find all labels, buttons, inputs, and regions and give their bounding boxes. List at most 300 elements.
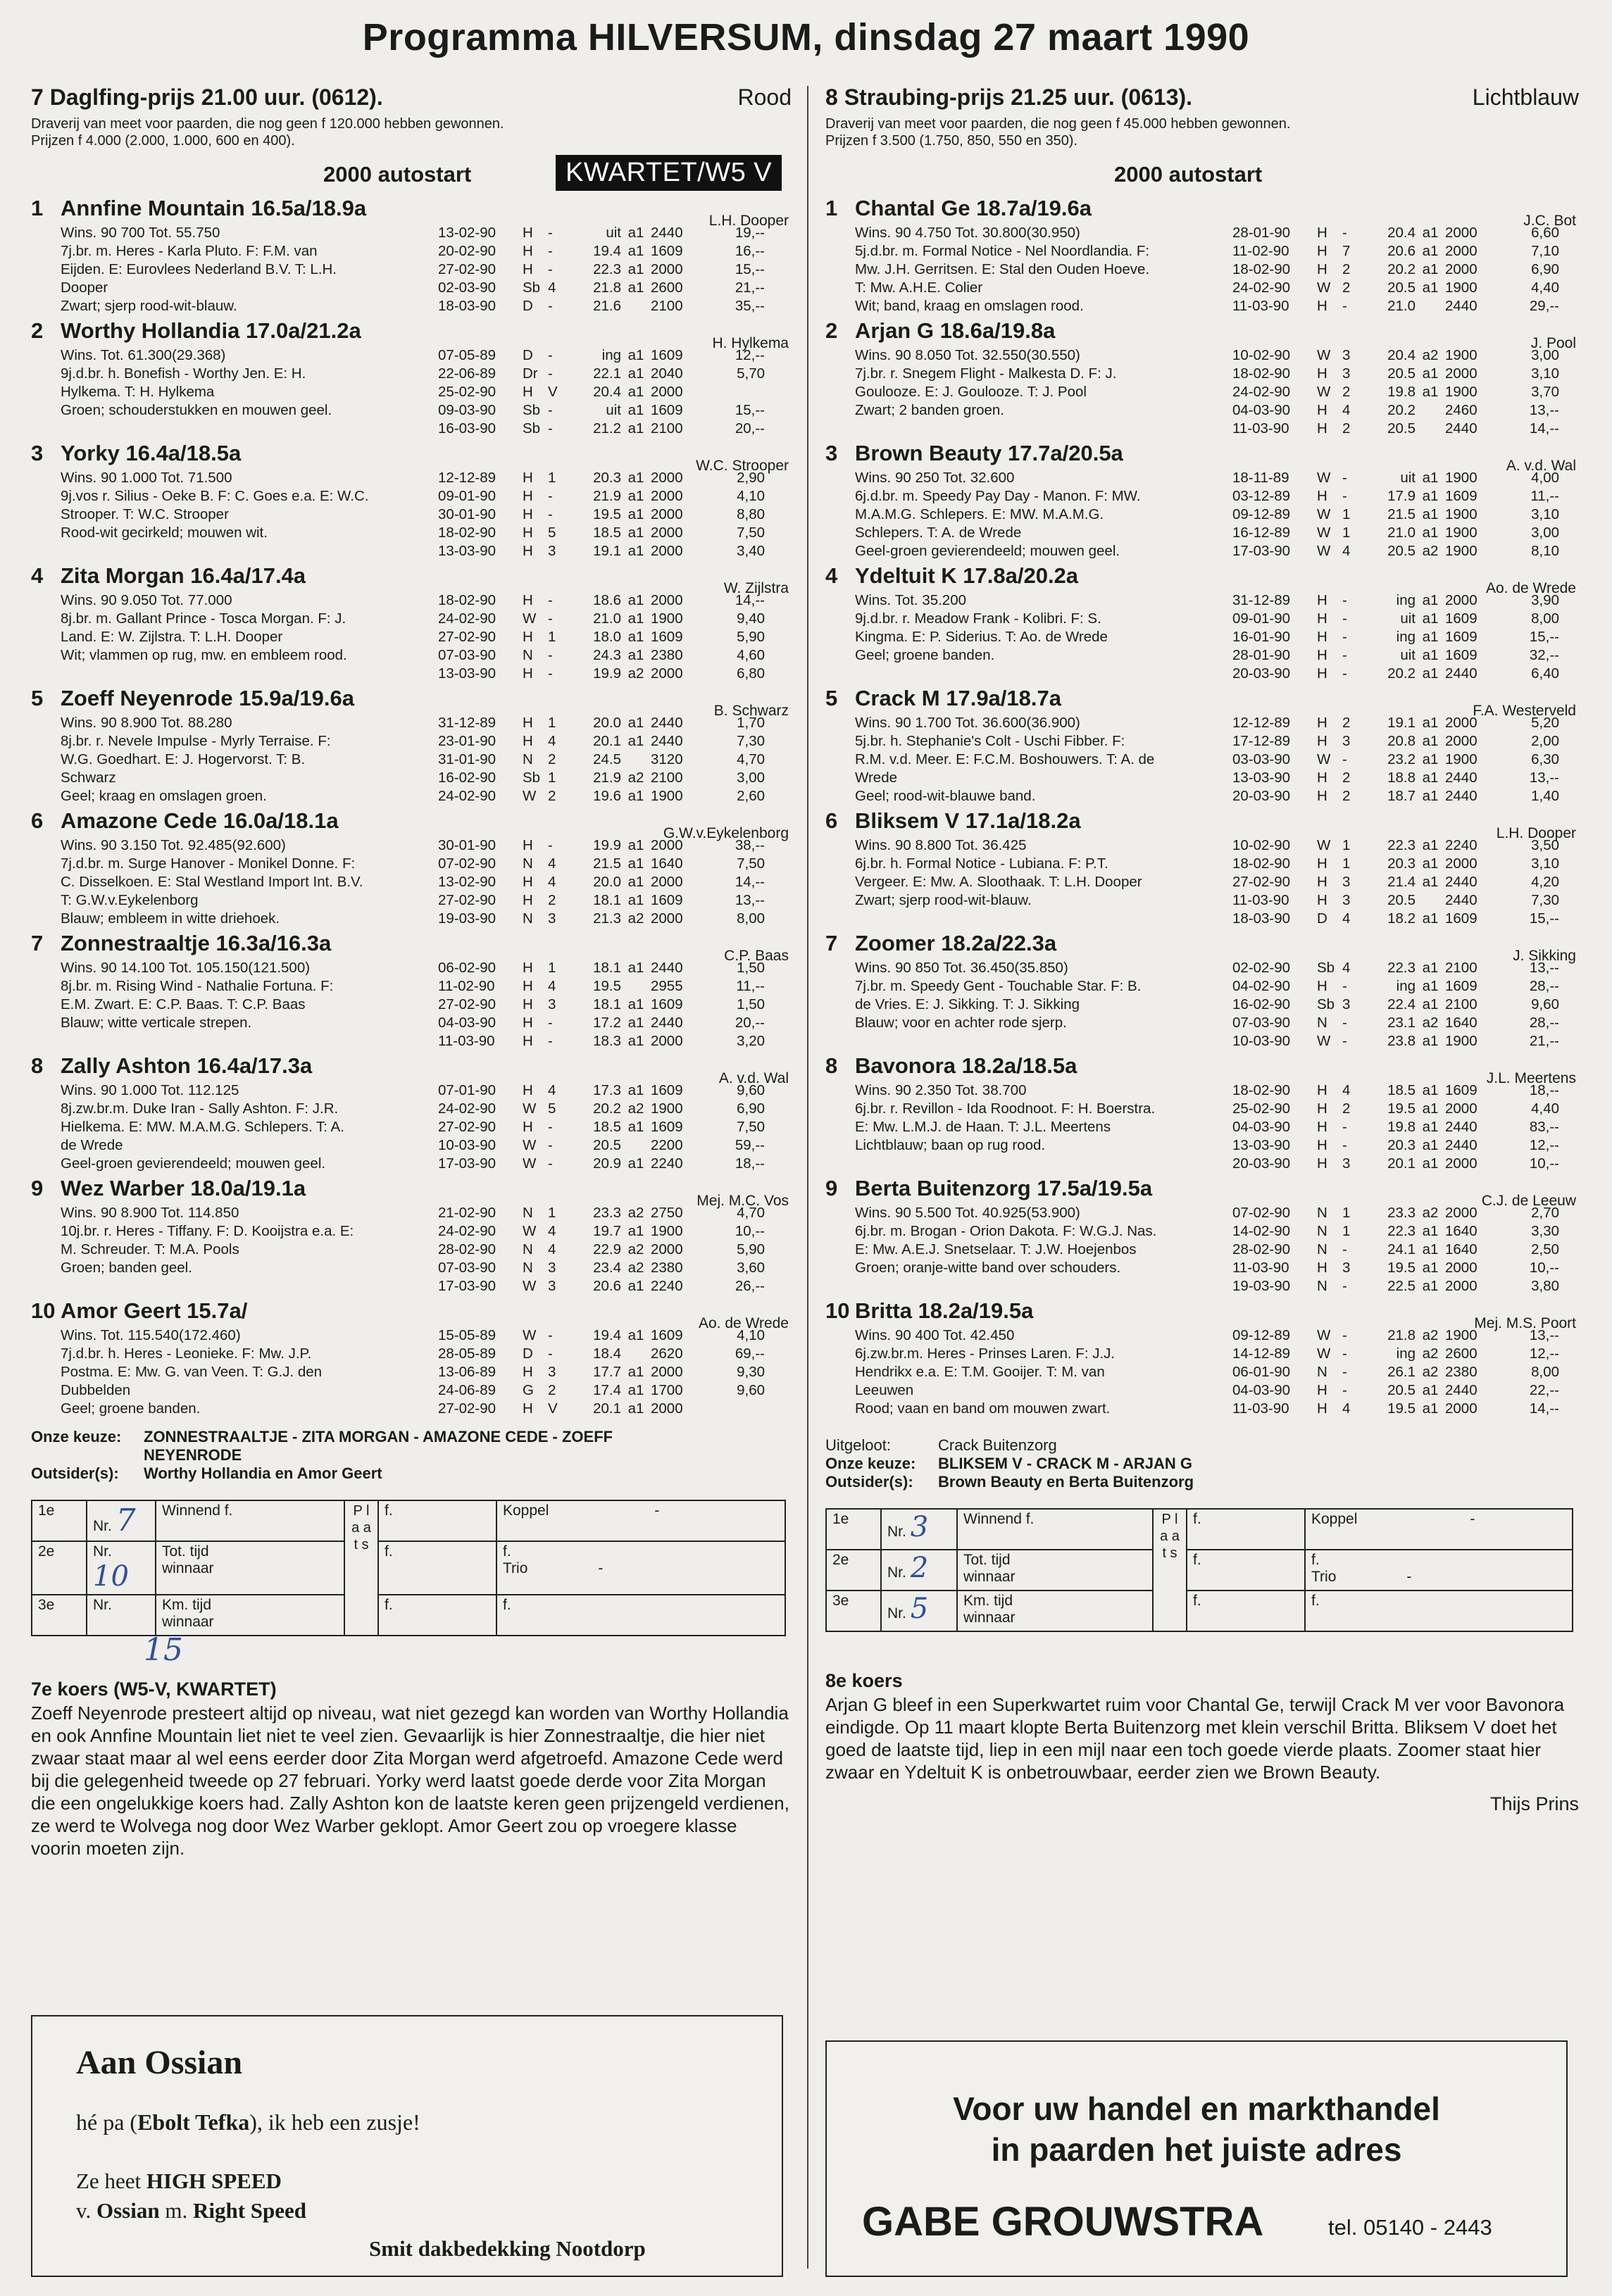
horse-trainer: B. Schwarz: [713, 703, 789, 719]
handwritten-nr-3: 15: [144, 1632, 183, 1668]
horse-info-line: Wins. 90 1.700 Tot. 36.600(36.900): [855, 715, 1080, 731]
horse-info-line: R.M. v.d. Meer. E: F.C.M. Boshouwers. T: A. de: [855, 751, 1155, 767]
race-7-title: 7 Daglfing-prijs 21.00 uur. (0612).: [31, 84, 383, 110]
horse-number: 10: [825, 1298, 850, 1323]
horse-info-line: Geel; groene banden.: [61, 1400, 201, 1417]
horse-info-line: 8j.br. m. Gallant Prince - Tosca Morgan. F: J.: [61, 610, 346, 627]
form-row: 10-03-90 W - 23.8 a1 1900 21,--: [1232, 1033, 1559, 1049]
horse-entry: [825, 1053, 1579, 1173]
horse-number: 7: [825, 931, 838, 955]
horse-info-line: Eijden. E: Eurovlees Nederland B.V. T: L.H.: [61, 261, 337, 277]
ossian-line-2: Ze heet HIGH SPEED: [76, 2169, 282, 2193]
form-row: 16-02-90 Sb 3 22.4 a1 2100 9,60: [1232, 996, 1559, 1012]
horse-info-line: 8j.zw.br.m. Duke Iran - Sally Ashton. F: J.R.: [61, 1100, 339, 1117]
horse-entry: [31, 1053, 792, 1173]
horse-name: Brown Beauty 17.7a/20.5a: [855, 441, 1123, 465]
handwritten-nr-1: 3: [910, 1511, 929, 1543]
result-pos-3: 3e: [32, 1595, 87, 1636]
horse-form: [434, 1081, 792, 1173]
horse-info-line: Leeuwen: [855, 1382, 914, 1398]
horse-info: [31, 346, 434, 438]
horse-trainer: J.L. Meertens: [1486, 1070, 1576, 1086]
outsider-label: Outsider(s):: [825, 1473, 913, 1491]
horse-number: 3: [825, 441, 838, 465]
form-row: 30-01-90 H - 19.9 a1 2000 38,--: [438, 837, 765, 853]
form-row: 19-03-90 N - 22.5 a1 2000 3,80: [1232, 1278, 1559, 1294]
form-row: 21-02-90 N 1 23.3 a2 2750 4,70: [438, 1205, 765, 1221]
horse-form: [1228, 1204, 1579, 1296]
horse-info: [825, 469, 1228, 560]
form-row: 16-01-90 H - ing a1 1609 15,--: [1232, 629, 1559, 645]
plaats-f-1: f.: [378, 1500, 496, 1541]
horse-info-line: Hylkema. T: H. Hylkema: [61, 384, 215, 400]
form-row: 28-02-90 N 4 22.9 a2 2000 5,90: [438, 1241, 765, 1257]
horse-number: 9: [825, 1176, 838, 1200]
form-row: 18-02-90 H 3 20.5 a1 2000 3,10: [1232, 365, 1559, 382]
form-row: 07-01-90 H 4 17.3 a1 1609 9,60: [438, 1082, 765, 1098]
form-row: 31-12-89 H 1 20.0 a1 2440 1,70: [438, 715, 765, 731]
horse-info-line: Wit; band, kraag en omslagen rood.: [855, 298, 1084, 314]
horse-name: Bavonora 18.2a/18.5a: [855, 1053, 1077, 1078]
horse-info-line: Wins. 90 250 Tot. 32.600: [855, 470, 1015, 486]
horse-info-line: Schlepers. T: A. de Wrede: [855, 525, 1022, 541]
form-row: 09-03-90 Sb - uit a1 1609 15,--: [438, 402, 765, 418]
horse-number: 9: [31, 1176, 44, 1200]
horse-info-line: Vergeer. E: Mw. A. Sloothaak. T: L.H. Dooper: [855, 874, 1142, 890]
horse-entry: [31, 196, 792, 315]
form-row: 24-02-90 W 5 20.2 a2 1900 6,90: [438, 1100, 765, 1117]
form-row: 24-06-89 G 2 17.4 a1 1700 9,60: [438, 1382, 765, 1398]
horse-form: [434, 469, 792, 560]
form-row: 17-03-90 W - 20.9 a1 2240 18,--: [438, 1155, 765, 1172]
race-7-comment-title: 7e koers (W5-V, KWARTET): [31, 1679, 277, 1700]
horse-info-line: Mw. J.H. Gerritsen. E: Stal den Ouden Hoeve.: [855, 261, 1150, 277]
ossian-signature: Smit dakbedekking Nootdorp: [369, 2236, 646, 2261]
horse-form: [1228, 591, 1579, 683]
horse-info-line: Wins. 90 700 Tot. 55.750: [61, 225, 220, 241]
race-8-prizes: Prijzen f 3.500 (1.750, 850, 550 en 350).: [825, 133, 1078, 149]
result-pos-2: 2e: [826, 1550, 881, 1591]
horse-info-line: 6j.br. r. Revillon - Ida Roodnoot. F: H. Boerstra.: [855, 1100, 1156, 1117]
horse-form: [1228, 714, 1579, 805]
horse-name: Crack M 17.9a/18.7a: [855, 686, 1061, 710]
form-row: 27-02-90 H 1 18.0 a1 1609 5,90: [438, 629, 765, 645]
horse-info-line: Wins. Tot. 61.300(29.368): [61, 347, 226, 363]
race-8-conditions: Draverij van meet voor paarden, die nog geen f 45.000 hebben gewonnen.: [825, 116, 1291, 132]
form-row: 20-03-90 H 3 20.1 a1 2000 10,--: [1232, 1155, 1559, 1172]
horse-trainer: Ao. de Wrede: [698, 1315, 789, 1331]
ossian-title: Aan Ossian: [76, 2044, 243, 2081]
handwritten-nr-2: 10: [93, 1560, 129, 1593]
form-row: 27-02-90 H 3 18.1 a1 1609 1,50: [438, 996, 765, 1012]
horse-info-line: M. Schreuder. T: M.A. Pools: [61, 1241, 239, 1257]
race-7-autostart: 2000 autostart: [323, 162, 472, 187]
horse-info-line: Geel; kraag en omslagen groen.: [61, 788, 267, 804]
horse-info-line: Groen; banden geel.: [61, 1260, 192, 1276]
horse-info: [825, 714, 1228, 805]
form-row: 13-02-90 H - uit a1 2440 19,--: [438, 225, 765, 241]
form-row: 20-03-90 H 2 18.7 a1 2440 1,40: [1232, 788, 1559, 804]
horse-info-line: E: Mw. L.M.J. de Haan. T: J.L. Meertens: [855, 1119, 1111, 1135]
race-7-start-info: [31, 153, 792, 196]
winnend-label: Winnend f.: [957, 1509, 1153, 1550]
horse-trainer: H. Hylkema: [712, 335, 789, 351]
column-divider: [807, 86, 808, 2269]
horse-info-line: Wins. 90 2.350 Tot. 38.700: [855, 1082, 1027, 1098]
form-row: 20-02-90 H - 19.4 a1 1609 16,--: [438, 243, 765, 259]
horse-info-line: Wins. Tot. 115.540(172.460): [61, 1327, 241, 1343]
horse-info-line: Zwart; 2 banden groen.: [855, 402, 1004, 418]
horse-trainer: L.H. Dooper: [708, 213, 789, 229]
horse-name: Britta 18.2a/19.5a: [855, 1298, 1034, 1323]
outsider-label: Outsider(s):: [31, 1464, 119, 1482]
horse-info-line: 10j.br. r. Heres - Tiffany. F: D. Kooijstra e.a. E:: [61, 1223, 354, 1239]
horse-info-line: Wins. 90 3.150 Tot. 92.485(92.600): [61, 837, 286, 853]
horse-info-line: M.A.M.G. Schlepers. E: MW. M.A.M.G.: [855, 506, 1104, 522]
outsider-picks: Worthy Hollandia en Amor Geert: [144, 1464, 382, 1482]
horse-info: [31, 959, 434, 1050]
horse-name: Yorky 16.4a/18.5a: [61, 441, 242, 465]
keuze-label: Onze keuze:: [825, 1455, 916, 1472]
keuze-picks: ZONNESTRAALTJE - ZITA MORGAN - AMAZONE CEDE - ZOEFF: [144, 1428, 613, 1445]
horse-info-line: 7j.br. r. Snegem Flight - Malkesta D. F: J.: [855, 365, 1117, 382]
horse-info-line: 9j.d.br. r. Meadow Frank - Kolibri. F: S.: [855, 610, 1101, 627]
form-row: 13-03-90 H 3 19.1 a1 2000 3,40: [438, 543, 765, 559]
horse-info-line: 8j.br. m. Rising Wind - Nathalie Fortuna. F:: [61, 978, 334, 994]
horse-info-line: Blauw; embleem in witte driehoek.: [61, 910, 280, 927]
horse-info-line: Land. E: W. Zijlstra. T: L.H. Dooper: [61, 629, 283, 645]
horse-info-line: Wins. 90 850 Tot. 36.450(35.850): [855, 960, 1068, 976]
horse-info-line: Dooper: [61, 280, 108, 296]
race-8-comment: Arjan G bleef in een Superkwartet ruim voor Chantal Ge, terwijl Crack M ver voor Bavonora eindigde. Op 11 maart klopte Berta Buitenzorg met klein verschil Britta. Bliksem V doet het goed de laatste tijd, liep in een mijl naar een toch goede vierde plaats. Zoomer staat hier zwaar en Ydeltuit K is onbetrouwbaar, eerder zien we Brown Beauty.: [825, 1694, 1565, 1783]
form-row: 07-03-90 N 3 23.4 a2 2380 3,60: [438, 1260, 765, 1276]
form-row: 24-02-90 W 2 19.8 a1 1900 3,70: [1232, 384, 1559, 400]
koppel-label: Koppel: [503, 1503, 549, 1519]
horse-info-line: Dubbelden: [61, 1382, 131, 1398]
form-row: 09-12-89 W 1 21.5 a1 1900 3,10: [1232, 506, 1559, 522]
horse-info-line: 7j.d.br. m. Surge Hanover - Monikel Donne. F:: [61, 855, 356, 872]
horse-info-line: Wrede: [855, 770, 898, 786]
race-8-autostart: 2000 autostart: [1114, 162, 1263, 187]
form-row: 13-06-89 H 3 17.7 a1 2000 9,30: [438, 1364, 765, 1380]
horse-info-line: Wins. 90 5.500 Tot. 40.925(53.900): [855, 1205, 1080, 1221]
horse-name: Wez Warber 18.0a/19.1a: [61, 1176, 306, 1200]
form-row: 22-06-89 Dr - 22.1 a1 2040 5,70: [438, 365, 765, 382]
horse-info-line: Wins. 90 8.900 Tot. 88.280: [61, 715, 232, 731]
horse-form: [1228, 224, 1579, 315]
horse-entry: [825, 931, 1579, 1050]
form-row: 14-12-89 W - ing a2 2600 12,--: [1232, 1345, 1559, 1362]
race-8-column: [825, 84, 1579, 1815]
form-row: 12-12-89 H 2 19.1 a1 2000 5,20: [1232, 715, 1559, 731]
horse-name: Berta Buitenzorg 17.5a/19.5a: [855, 1176, 1153, 1200]
horse-entry: [825, 808, 1579, 928]
horse-form: [434, 346, 792, 438]
form-row: 27-02-90 H 2 18.1 a1 1609 13,--: [438, 892, 765, 908]
keuze-picks: BLIKSEM V - CRACK M - ARJAN G: [938, 1455, 1192, 1472]
horse-form: [1228, 1326, 1579, 1418]
horse-info-line: Geel; groene banden.: [855, 647, 995, 663]
horse-entry: [31, 931, 792, 1050]
form-row: 13-03-90 H 2 18.8 a1 2440 13,--: [1232, 770, 1559, 786]
form-row: 20-03-90 H - 20.2 a1 2440 6,40: [1232, 665, 1559, 682]
form-row: 28-01-90 H - uit a1 1609 32,--: [1232, 647, 1559, 663]
horse-info-line: 6j.zw.br.m. Heres - Prinses Laren. F: J.J.: [855, 1345, 1116, 1362]
horse-form: [434, 836, 792, 928]
form-row: 28-02-90 N - 24.1 a1 1640 2,50: [1232, 1241, 1559, 1257]
form-row: 16-03-90 Sb - 21.2 a1 2100 20,--: [438, 420, 765, 437]
horse-name: Amazone Cede 16.0a/18.1a: [61, 808, 339, 833]
horse-info: [31, 1326, 434, 1418]
horse-info-line: Zwart; sjerp rood-wit-blauw.: [61, 298, 237, 314]
ossian-line-3: v. Ossian m. Right Speed: [76, 2198, 307, 2223]
horse-number: 6: [825, 808, 838, 833]
horse-info-line: Strooper. T: W.C. Strooper: [61, 506, 229, 522]
horse-info-line: Schwarz: [61, 770, 116, 786]
form-row: 24-02-90 W 2 19.6 a1 1900 2,60: [438, 788, 765, 804]
horse-trainer: L.H. Dooper: [1496, 825, 1576, 841]
horse-entry: [31, 1298, 792, 1418]
form-row: 18-11-89 W - uit a1 1900 4,00: [1232, 470, 1559, 486]
horse-info-line: 6j.br. m. Brogan - Orion Dakota. F: W.G.J. Nas.: [855, 1223, 1157, 1239]
form-row: 06-01-90 N - 26.1 a2 2380 8,00: [1232, 1364, 1559, 1380]
horse-info: [825, 1081, 1228, 1173]
horse-number: 3: [31, 441, 44, 465]
horse-trainer: J.C. Bot: [1523, 213, 1576, 229]
author: Thijs Prins: [1489, 1793, 1579, 1814]
horse-name: Zoomer 18.2a/22.3a: [855, 931, 1057, 955]
horse-info-line: Groen; oranje-witte band over schouders.: [855, 1260, 1121, 1276]
horse-info-line: T: G.W.v.Eykelenborg: [61, 892, 199, 908]
form-row: 13-03-90 H - 20.3 a1 2440 12,--: [1232, 1137, 1559, 1153]
form-row: 11-03-90 H - 21.0 2440 29,--: [1232, 298, 1559, 314]
horse-trainer: J. Sikking: [1513, 948, 1576, 964]
horse-name: Chantal Ge 18.7a/19.6a: [855, 196, 1092, 220]
horse-entry: [825, 563, 1579, 683]
form-row: 03-03-90 W - 23.2 a1 1900 6,30: [1232, 751, 1559, 767]
horse-info-line: Geel-groen gevierendeeld; mouwen geel.: [61, 1155, 326, 1172]
form-row: 17-03-90 W 3 20.6 a1 2240 26,--: [438, 1278, 765, 1294]
horse-info-line: Postma. E: Mw. G. van Veen. T: G.J. den: [61, 1364, 323, 1380]
horse-info-line: E.M. Zwart. E: C.P. Baas. T: C.P. Baas: [61, 996, 306, 1012]
form-row: 31-12-89 H - ing a1 2000 3,90: [1232, 592, 1559, 608]
form-row: 28-05-89 D - 18.4 2620 69,--: [438, 1345, 765, 1362]
koppel-label: Koppel: [1311, 1511, 1358, 1527]
form-row: 10-02-90 W 1 22.3 a1 2240 3,50: [1232, 837, 1559, 853]
form-row: 23-01-90 H 4 20.1 a1 2440 7,30: [438, 733, 765, 749]
horse-info-line: T: Mw. A.H.E. Colier: [855, 280, 983, 296]
horse-trainer: A. v.d. Wal: [718, 1070, 789, 1086]
handwritten-nr-1: 7: [115, 1503, 136, 1538]
winnend-label: Winnend f.: [156, 1500, 344, 1541]
horse-entry: [825, 196, 1579, 315]
horse-info-line: W.G. Goedhart. E: J. Hogervorst. T: B.: [61, 751, 306, 767]
horse-entry: [31, 563, 792, 683]
form-row: 04-03-90 H - 20.5 a1 2440 22,--: [1232, 1382, 1559, 1398]
horse-info-line: Blauw; voor en achter rode sjerp.: [855, 1015, 1067, 1031]
horse-info: [31, 1204, 434, 1296]
horse-info-line: Wins. 90 1.000 Tot. 112.125: [61, 1082, 239, 1098]
horse-info-line: 9j.d.br. h. Bonefish - Worthy Jen. E: H.: [61, 365, 306, 382]
plaats-label: P l a a t s: [344, 1500, 378, 1636]
race-7-horse-list: [31, 196, 792, 1418]
form-row: 13-03-90 H - 19.9 a2 2000 6,80: [438, 665, 765, 682]
form-row: 27-02-90 H V 20.1 a1 2000: [438, 1400, 683, 1417]
horse-number: 2: [825, 318, 838, 343]
horse-number: 10: [31, 1298, 56, 1323]
horse-entry: [31, 686, 792, 805]
form-row: 04-03-90 H - 17.2 a1 2440 20,--: [438, 1015, 765, 1031]
horse-form: [1228, 346, 1579, 438]
horse-number: 5: [825, 686, 838, 710]
handwritten-nr-2: 2: [910, 1552, 929, 1584]
horse-info: [31, 224, 434, 315]
form-row: 18-02-90 H 2 20.2 a1 2000 6,90: [1232, 261, 1559, 277]
horse-name: Zita Morgan 16.4a/17.4a: [61, 563, 306, 588]
horse-info: [31, 591, 434, 683]
horse-name: Ydeltuit K 17.8a/20.2a: [855, 563, 1079, 588]
horse-info-line: 5j.br. h. Stephanie's Colt - Uschi Fibber. F:: [855, 733, 1125, 749]
horse-info-line: Rood-wit gecirkeld; mouwen wit.: [61, 525, 268, 541]
horse-info: [825, 959, 1228, 1050]
horse-info-line: 5j.d.br. m. Formal Notice - Nel Noordlandia. F:: [855, 243, 1150, 259]
form-row: 06-02-90 H 1 18.1 a1 2440 1,50: [438, 960, 765, 976]
race-8-result-table: 1e Nr. 3 Winnend f. P l a a t s f. Koppel - 2e Nr. 2 Tot. tijd winnaar f. f. Trio - 3e Nr. 5 Km. tijd winnaar f. f.: [825, 1508, 1573, 1632]
form-row: 03-12-89 H - 17.9 a1 1609 11,--: [1232, 488, 1559, 504]
horse-form: [434, 959, 792, 1050]
horse-number: 4: [825, 563, 838, 588]
horse-number: 8: [31, 1053, 44, 1078]
horse-info: [825, 346, 1228, 438]
horse-form: [1228, 1081, 1579, 1173]
horse-entry: [825, 318, 1579, 438]
race-8-title: 8 Straubing-prijs 21.25 uur. (0613).: [825, 84, 1193, 110]
form-row: 18-02-90 H - 18.6 a1 2000 14,--: [438, 592, 765, 608]
horse-info: [31, 1081, 434, 1173]
horse-info-line: 9j.vos r. Silius - Oeke B. F: C. Goes e.a. E: W.C.: [61, 488, 369, 504]
race-7-header: [31, 84, 792, 115]
horse-info-line: Goulooze. E: J. Goulooze. T: J. Pool: [855, 384, 1087, 400]
race-8-header: [825, 84, 1579, 115]
horse-form: [1228, 469, 1579, 560]
form-row: 10-02-90 W 3 20.4 a2 1900 3,00: [1232, 347, 1559, 363]
form-row: 28-01-90 H - 20.4 a1 2000 6,60: [1232, 225, 1559, 241]
horse-form: [434, 714, 792, 805]
form-row: 24-02-90 W - 21.0 a1 1900 9,40: [438, 610, 765, 627]
horse-info: [825, 836, 1228, 928]
horse-info-line: Wins. 90 8.800 Tot. 36.425: [855, 837, 1027, 853]
horse-entry: [825, 686, 1579, 805]
form-row: 10-03-90 W - 20.5 2200 59,--: [438, 1137, 765, 1153]
horse-info-line: Hielkema. E: MW. M.A.M.G. Schlepers. T: A.: [61, 1119, 344, 1135]
horse-info-line: Geel; rood-wit-blauwe band.: [855, 788, 1036, 804]
form-row: 31-01-90 N 2 24.5 3120 4,70: [438, 751, 765, 767]
horse-info-line: Wins. 90 4.750 Tot. 30.800(30.950): [855, 225, 1080, 241]
form-row: 16-12-89 W 1 21.0 a1 1900 3,00: [1232, 525, 1559, 541]
form-row: 07-05-89 D - ing a1 1609 12,--: [438, 347, 765, 363]
race-7-result-table: 1e Nr. 7 Winnend f. P l a a t s f. Koppel - 2e Nr. 10 Tot. tijd winnaar f. f. Trio - 3e Nr. Km. tijd winnaar f. f.: [31, 1500, 786, 1636]
horse-info-line: Wins. 90 8.050 Tot. 32.550(30.550): [855, 347, 1080, 363]
horse-number: 1: [31, 196, 44, 220]
horse-info-line: 6j.br. h. Formal Notice - Lubiana. F: P.T.: [855, 855, 1108, 872]
form-row: 11-02-90 H 7 20.6 a1 2000 7,10: [1232, 243, 1559, 259]
keuze-picks-cont: NEYENRODE: [144, 1446, 242, 1464]
horse-info: [825, 1204, 1228, 1296]
horse-trainer: F.A. Westerveld: [1473, 703, 1576, 719]
horse-info-line: Groen; schouderstukken en mouwen geel.: [61, 402, 332, 418]
form-row: 02-02-90 Sb 4 22.3 a1 2100 13,--: [1232, 960, 1559, 976]
horse-trainer: Mej. M.S. Poort: [1474, 1315, 1576, 1331]
horse-info-line: Kingma. E: P. Siderius. T: Ao. de Wrede: [855, 629, 1108, 645]
result-pos-3: 3e: [826, 1591, 881, 1631]
horse-name: Amor Geert 15.7a/: [61, 1298, 248, 1323]
horse-info: [825, 591, 1228, 683]
horse-info-line: Wins. 90 8.900 Tot. 114.850: [61, 1205, 239, 1221]
horse-number: 5: [31, 686, 44, 710]
keuze-label: Onze keuze:: [31, 1428, 122, 1445]
trio-label: Trio: [503, 1560, 528, 1576]
horse-form: [434, 224, 792, 315]
horse-info-line: 7j.d.br. h. Heres - Leonieke. F: Mw. J.P.: [61, 1345, 312, 1362]
form-row: 18-03-90 D 4 18.2 a1 1609 15,--: [1232, 910, 1559, 927]
horse-info-line: Hendrikx e.a. E: T.M. Gooijer. T: M. van: [855, 1364, 1105, 1380]
horse-number: 8: [825, 1053, 838, 1078]
result-pos-1: 1e: [826, 1509, 881, 1550]
horse-info: [31, 469, 434, 560]
horse-info-line: Lichtblauw; baan op rug rood.: [855, 1137, 1046, 1153]
grouwstra-advertisement: [825, 2040, 1568, 2277]
horse-number: 2: [31, 318, 44, 343]
form-row: 07-02-90 N 4 21.5 a1 1640 7,50: [438, 855, 765, 872]
race-7-column: [31, 84, 792, 1859]
horse-entry: [31, 318, 792, 438]
horse-info-line: Wins. 90 400 Tot. 42.450: [855, 1327, 1015, 1343]
grouwstra-line-1: Voor uw handel en markthandel: [953, 2090, 1440, 2127]
form-row: 11-03-90 H 4 19.5 a1 2000 14,--: [1232, 1400, 1559, 1417]
horse-info: [825, 1326, 1228, 1418]
result-pos-2: 2e: [32, 1541, 87, 1595]
horse-trainer: A. v.d. Wal: [1506, 458, 1576, 474]
horse-info-line: Wins. 90 9.050 Tot. 77.000: [61, 592, 232, 608]
horse-name: Zoeff Neyenrode 15.9a/19.6a: [61, 686, 354, 710]
horse-info-line: 6j.d.br. m. Speedy Pay Day - Manon. F: MW.: [855, 488, 1141, 504]
form-row: 07-02-90 N 1 23.3 a2 2000 2,70: [1232, 1205, 1559, 1221]
horse-entry: [31, 1176, 792, 1296]
form-row: 19-03-90 N 3 21.3 a2 2000 8,00: [438, 910, 765, 927]
horse-info-line: Wins. Tot. 35.200: [855, 592, 967, 608]
form-row: 25-02-90 H V 20.4 a1 2000: [438, 384, 683, 400]
horse-trainer: Mej. M.C. Vos: [696, 1193, 789, 1209]
horse-info-line: 7j.br. m. Speedy Gent - Touchable Star. F: B.: [855, 978, 1142, 994]
horse-name: Zonnestraaltje 16.3a/16.3a: [61, 931, 332, 955]
horse-info-line: Blauw; witte verticale strepen.: [61, 1015, 252, 1031]
handwritten-nr-3: 5: [910, 1593, 929, 1625]
form-row: 11-03-90 H - 18.3 a1 2000 3,20: [438, 1033, 765, 1049]
horse-info: [825, 224, 1228, 315]
horse-info-line: de Vries. E: J. Sikking. T: J. Sikking: [855, 996, 1080, 1012]
kwartet-badge: KWARTET/W5 V: [556, 155, 782, 191]
form-row: 18-03-90 D - 21.6 2100 35,--: [438, 298, 765, 314]
form-row: 15-05-89 W - 19.4 a1 1609 4,10: [438, 1327, 765, 1343]
form-row: 18-02-90 H 1 20.3 a1 2000 3,10: [1232, 855, 1559, 872]
race-8-color: Lichtblauw: [1472, 84, 1579, 110]
horse-form: [434, 591, 792, 683]
form-row: 09-12-89 W - 21.8 a2 1900 13,--: [1232, 1327, 1559, 1343]
form-row: 04-03-90 H - 19.8 a1 2440 83,--: [1232, 1119, 1559, 1135]
horse-entry: [825, 441, 1579, 560]
race-7-keuze: [31, 1428, 792, 1483]
race-8-comment-title: 8e koers: [825, 1670, 903, 1691]
